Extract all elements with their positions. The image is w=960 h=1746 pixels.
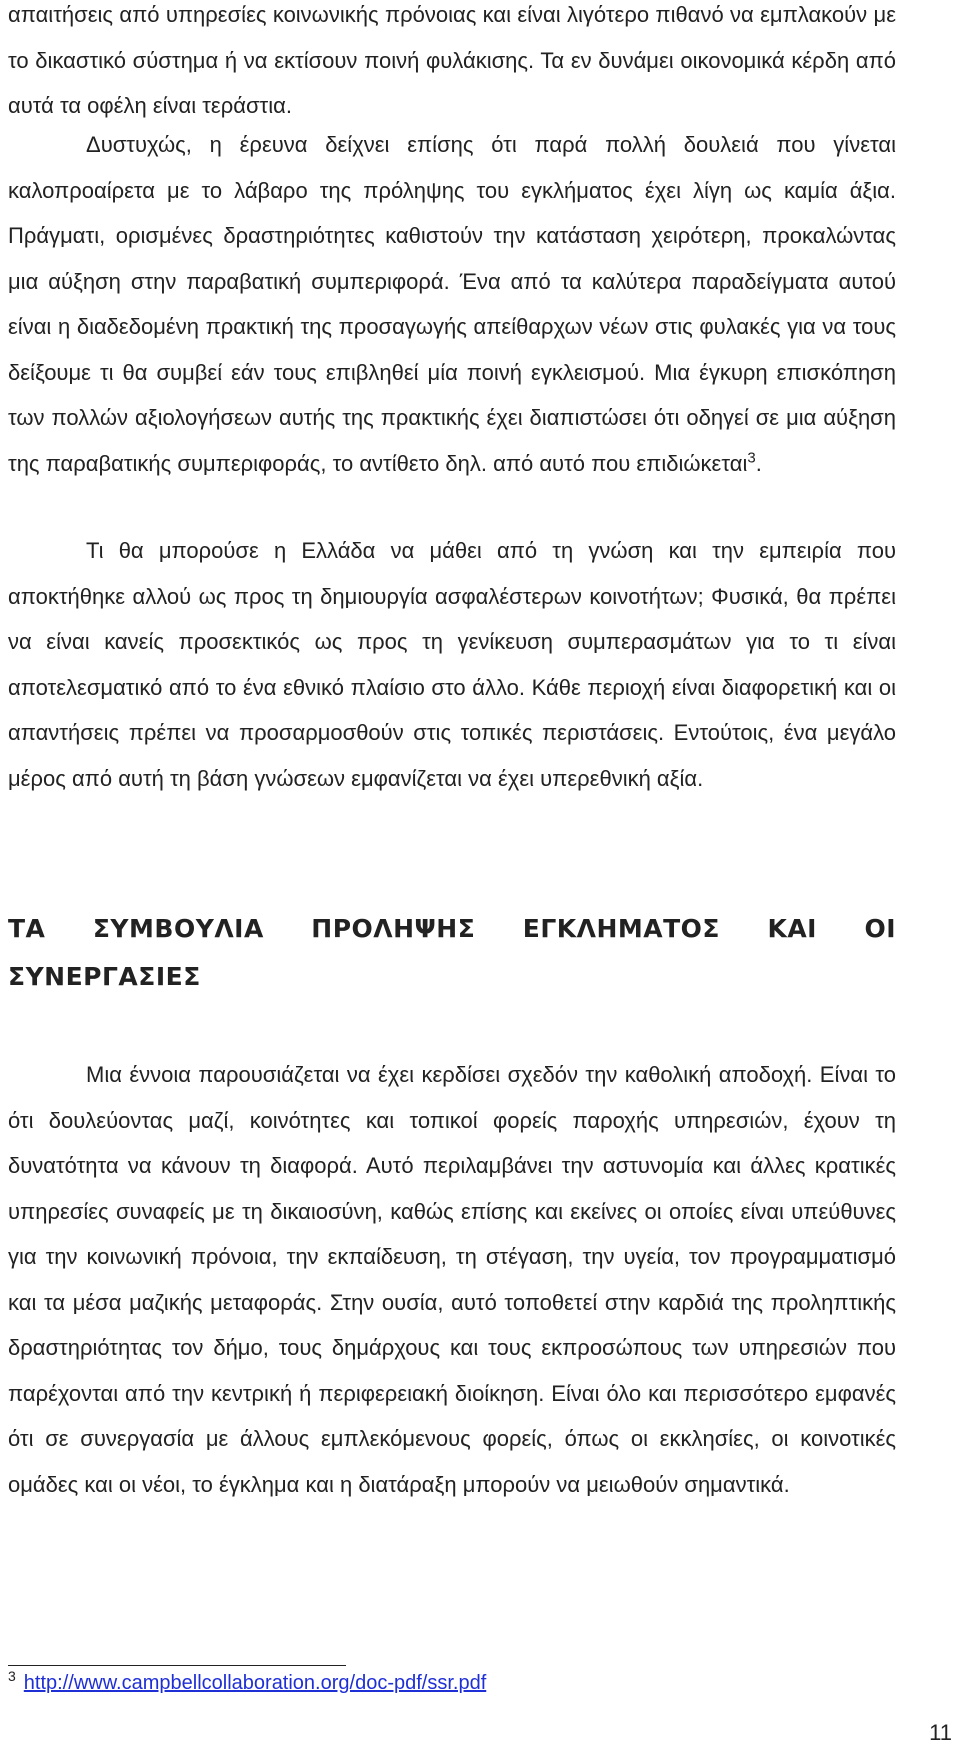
paragraph-research-findings bbox=[8, 122, 896, 486]
footnote bbox=[8, 1668, 486, 1698]
paragraph-greece-lessons: Τι θα μπορούσε η Ελλάδα να μάθει από τη γνώση και την εμπειρία που αποκτήθηκε αλλού ως προς τη δημιουργία ασφαλέστερων κοινοτήτων; Φυσικά, θα πρέπει να είναι κανείς προσεκτικός ως προς τη γενίκευση συμπερασμάτων για το τι είναι αποτελεσματικό από το ένα εθνικό πλαίσιο στο άλλο. Κάθε περιοχή είναι διαφορετική και οι απαντήσεις πρέπει να προσαρμοσθούν στις τοπικές περιστάσεις. Εντούτοις, ένα μεγάλο μέρος από αυτή τη βάση γνώσεων εμφανίζεται να έχει υπερεθνική αξία. bbox=[8, 538, 896, 791]
page-number: 11 bbox=[929, 1720, 952, 1745]
paragraph-partnerships: Μια έννοια παρουσιάζεται να έχει κερδίσει σχεδόν την καθολική αποδοχή. Είναι το ότι δουλεύοντας μαζί, κοινότητες και τοπικοί φορείς παροχής υπηρεσιών, έχουν τη δυνατότητα να κάνουν τη διαφορά. Αυτό περιλαμβάνει την αστυνομία και άλλες κρατικές υπηρεσίες συναφείς με τη δικαιοσύνη, καθώς επίσης και εκείνες οι οποίες είναι υπεύθυνες για την κοινωνική πρόνοια, την εκπαίδευση, τη στέγαση, την υγεία, τον προγραμματισμό και τα μέσα μαζικής μεταφοράς. Στην ουσία, αυτό τοποθετεί στην καρδιά της προληπτικής δραστηριότητας τον δήμο, τους δημάρχους και τους εκπροσώπους των υπηρεσιών που παρέχονται από την κεντρική ή περιφερειακή διοίκηση. Είναι όλο και περισσότερο εμφανές ότι σε συνεργασία με άλλους εμπλεκόμενους φορείς, όπως οι εκκλησίες, οι κοινοτικές ομάδες και οι νέοι, το έγκλημα και η διατάραξη μπορούν να μειωθούν σημαντικά. bbox=[8, 1062, 896, 1497]
section-heading: ΤΑ ΣΥΜΒΟΥΛΙΑ ΠΡΟΛΗΨΗΣ ΕΓΚΛΗΜΑΤΟΣ ΚΑΙ ΟΙ ΣΥΝΕΡΓΑΣΙΕΣ bbox=[8, 914, 896, 991]
paragraph-research-end: . bbox=[755, 450, 762, 476]
footnote-divider bbox=[8, 1665, 346, 1666]
footnote-reference[interactable]: 3 bbox=[747, 449, 756, 467]
paragraph-welfare-benefits: απαιτήσεις από υπηρεσίες κοινωνικής πρόνοιας και είναι λιγότερο πιθανό να εμπλακούν με το δικαστικό σύστημα ή να εκτίσουν ποινή φυλάκισης. Τα εν δυνάμει οικονομικά κέρδη από αυτά τα οφέλη είναι τεράστια. bbox=[8, 2, 896, 118]
footnote-link[interactable]: http://www.campbellcollaboration.org/doc-pdf/ssr.pdf bbox=[23, 1672, 487, 1694]
paragraph-research-text: Δυστυχώς, η έρευνα δείχνει επίσης ότι παρά πολλή δουλειά που γίνεται καλοπροαίρετα με το λάβαρο της πρόληψης του εγκλήματος έχει λίγη ως καμία άξια. Πράγματι, ορισμένες δραστηριότητες καθιστούν την κατάσταση χειρότερη, προκαλώντας μια αύξηση στην παραβατική συμπεριφορά. Ένα από τα καλύτερα παραδείγματα αυτού είναι η διαδεδομένη πρακτική της προσαγωγής απείθαρχων νέων στις φυλακές για να τους δείξουμε τι θα συμβεί εάν τους επιβληθεί μία ποινή εγκλεισμού. Μια έγκυρη επισκόπηση των πολλών αξιολογήσεων αυτής της πρακτικής έχει διαπιστώσει ότι οδηγεί σε μια αύξηση της παραβατικής συμπεριφοράς, το αντίθετο δηλ. από αυτό που επιδιώκεται bbox=[8, 132, 896, 476]
footnote-number: 3 bbox=[8, 1668, 16, 1685]
